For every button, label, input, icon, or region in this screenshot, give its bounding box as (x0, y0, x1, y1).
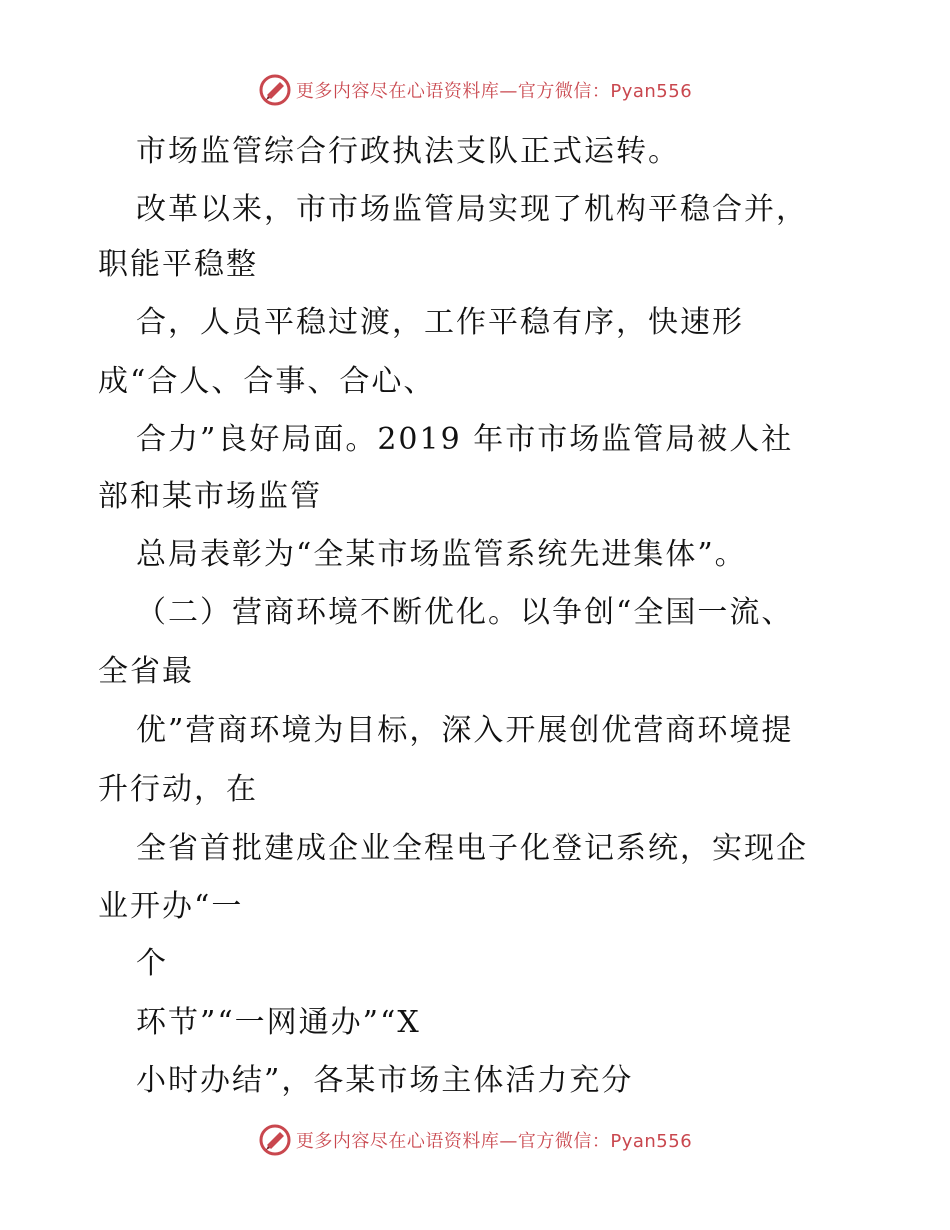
text-line: 业开办“一 (98, 889, 244, 924)
brand-logo-icon (258, 73, 292, 107)
text-line: 合力”良好局面。2019 年市市场监管局被人社 (136, 422, 794, 457)
watermark-footer (0, 1123, 950, 1157)
text-line: 部和某市场监管 (98, 479, 322, 514)
watermark-text: 更多内容尽在心语资料库—官方微信：Pyan556 (295, 81, 693, 102)
watermark-text: 更多内容尽在心语资料库—官方微信：Pyan556 (295, 1131, 693, 1152)
text-line: 合，人员平稳过渡，工作平稳有序，快速形 (136, 305, 744, 340)
text-line: 全省最 (98, 654, 194, 689)
text-line: 小时办结”，各某市场主体活力充分 (136, 1063, 634, 1098)
text-line: 改革以来，市市场监管局实现了机构平稳合并， (136, 192, 808, 227)
text-line: 环节”“一网通办”“X (136, 1005, 421, 1040)
text-line: 职能平稳整 (98, 247, 258, 282)
watermark-header (0, 73, 950, 107)
brand-logo-icon (258, 1123, 292, 1157)
text-line: 总局表彰为“全某市场监管系统先进集体”。 (136, 537, 747, 572)
text-line: 个 (136, 946, 168, 981)
text-line: 升行动，在 (98, 772, 258, 807)
text-line: （二）营商环境不断优化。以争创“全国一流、 (136, 595, 794, 630)
text-line: 成“合人、合事、合心、 (98, 364, 436, 399)
text-line: 市场监管综合行政执法支队正式运转。 (136, 134, 680, 169)
text-line: 全省首批建成企业全程电子化登记系统，实现企 (136, 831, 808, 866)
text-line: 优”营商环境为目标，深入开展创优营商环境提 (136, 713, 794, 748)
